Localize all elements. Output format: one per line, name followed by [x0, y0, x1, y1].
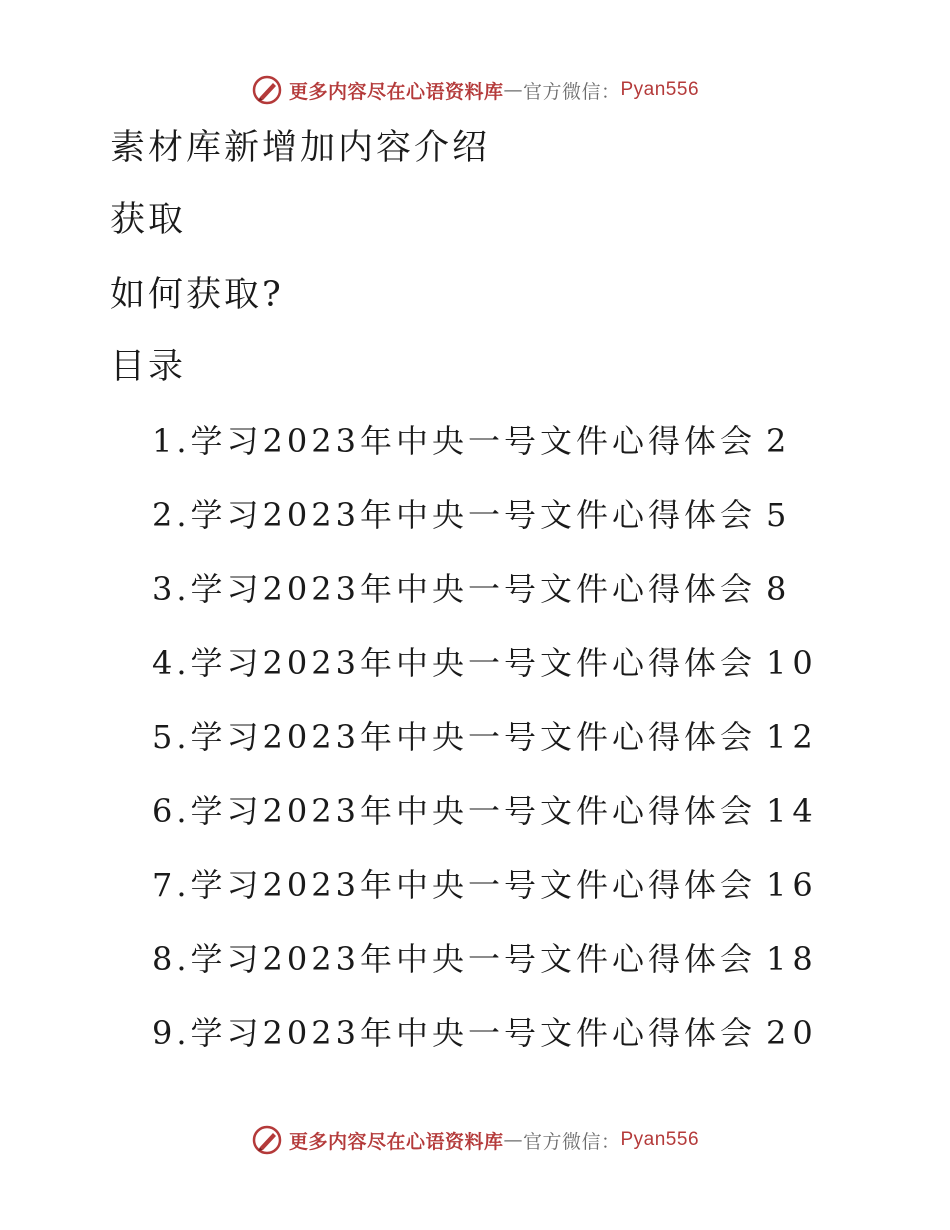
- toc-entry[interactable]: [152, 865, 819, 905]
- pen-logo-icon: [251, 1124, 283, 1156]
- heading-obtain: 获取: [110, 200, 187, 240]
- toc-title: 学习2023年中央一号文件心得体会: [190, 570, 756, 608]
- toc-title: 学习2023年中央一号文件心得体会: [190, 644, 756, 682]
- toc-page-number: 5: [766, 496, 793, 534]
- toc-title: 学习2023年中央一号文件心得体会: [190, 718, 756, 756]
- toc-entry[interactable]: [152, 569, 812, 609]
- toc-number: 6.: [152, 792, 191, 830]
- heading-contents: 目录: [110, 347, 187, 387]
- toc-title: 学习2023年中央一号文件心得体会: [190, 866, 756, 904]
- toc-number: 8.: [152, 940, 191, 978]
- toc-title: 学习2023年中央一号文件心得体会: [190, 496, 756, 534]
- banner-wechat-label: 官方微信：: [522, 1130, 621, 1153]
- toc-number: 9.: [152, 1014, 191, 1052]
- toc-entry[interactable]: [152, 495, 812, 535]
- banner-dash: —: [503, 1129, 523, 1151]
- toc-number: 4.: [152, 644, 191, 682]
- toc-title: 学习2023年中央一号文件心得体会: [190, 940, 756, 978]
- toc-page-number: 10: [766, 644, 819, 682]
- banner-site-text: 更多内容尽在心语资料库: [288, 80, 504, 103]
- toc-number: 3.: [152, 570, 191, 608]
- banner-site-text: 更多内容尽在心语资料库: [288, 1130, 504, 1153]
- toc-page-number: 20: [766, 1014, 819, 1052]
- toc-page-number: 2: [766, 422, 793, 460]
- toc-entry[interactable]: [152, 421, 812, 461]
- toc-entry[interactable]: [152, 791, 819, 831]
- toc-number: 5.: [152, 718, 191, 756]
- banner-dash: —: [503, 79, 523, 101]
- toc-title: 学习2023年中央一号文件心得体会: [190, 1014, 756, 1052]
- toc-page-number: 8: [766, 570, 793, 608]
- pen-logo-icon: [251, 74, 283, 106]
- toc-title: 学习2023年中央一号文件心得体会: [190, 792, 756, 830]
- toc-page-number: 16: [766, 866, 819, 904]
- toc-entry[interactable]: [152, 939, 819, 979]
- toc-page-number: 18: [766, 940, 819, 978]
- toc-page-number: 14: [766, 792, 819, 830]
- toc-number: 2.: [152, 496, 191, 534]
- banner-wechat-label: 官方微信：: [522, 80, 621, 103]
- toc-entry[interactable]: [152, 643, 819, 683]
- heading-intro: 素材库新增加内容介绍: [110, 128, 491, 168]
- banner-wechat-id: Pyan556: [620, 79, 700, 100]
- toc-entry[interactable]: [152, 717, 819, 757]
- footer-banner: [0, 1120, 950, 1160]
- toc-number: 7.: [152, 866, 191, 904]
- toc-page-number: 12: [766, 718, 819, 756]
- header-banner: [0, 70, 950, 110]
- toc-title: 学习2023年中央一号文件心得体会: [190, 422, 756, 460]
- heading-how-to-obtain: 如何获取?: [110, 275, 284, 315]
- toc-entry[interactable]: [152, 1013, 819, 1053]
- toc-number: 1.: [152, 422, 191, 460]
- banner-wechat-id: Pyan556: [620, 1129, 700, 1150]
